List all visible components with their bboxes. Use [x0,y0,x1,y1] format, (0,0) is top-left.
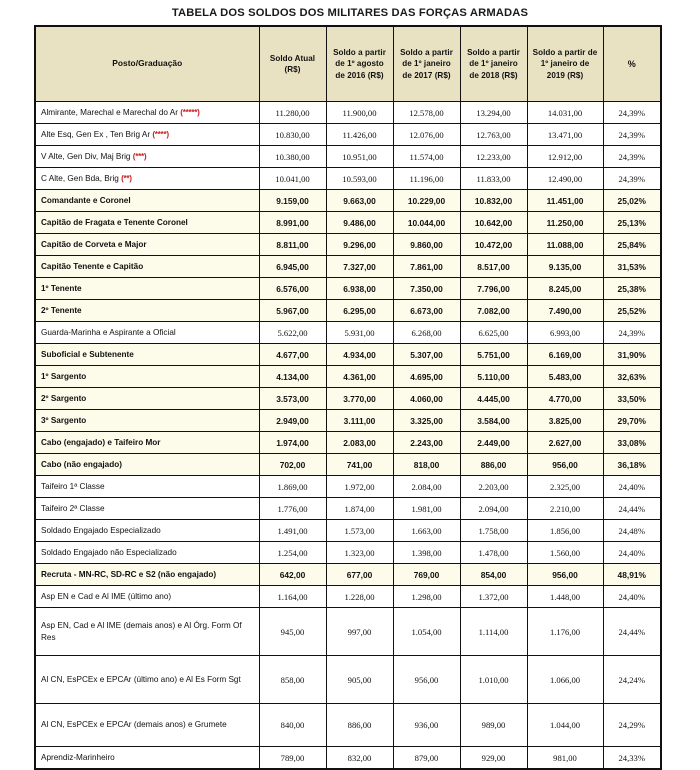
cell-soldo-2019: 6.993,00 [527,322,603,344]
cell-percent: 24,39% [603,322,661,344]
cell-soldo-2017: 9.860,00 [393,234,460,256]
cell-soldo-2019: 9.135,00 [527,256,603,278]
cell-soldo-2019: 12.490,00 [527,168,603,190]
cell-posto-graduacao: Suboficial e Subtenente [35,344,259,366]
column-header-2018-line2: de 1º janeiro [469,59,518,69]
table-body [35,102,661,770]
cell-soldo-2019: 1.856,00 [527,520,603,542]
cell-percent: 31,53% [603,256,661,278]
cell-soldo-2019: 11.451,00 [527,190,603,212]
cell-soldo-2018: 8.517,00 [460,256,527,278]
cell-soldo-atual: 5.622,00 [259,322,326,344]
cell-percent: 24,39% [603,102,661,124]
table-row [35,498,661,520]
cell-soldo-atual: 9.159,00 [259,190,326,212]
cell-soldo-2016: 1.874,00 [326,498,393,520]
cell-soldo-atual: 945,00 [259,608,326,656]
table-row [35,410,661,432]
column-header-2018-line1: Soldo a partir [467,47,520,57]
cell-soldo-2017: 1.298,00 [393,586,460,608]
cell-percent: 33,08% [603,432,661,454]
cell-soldo-2016: 10.951,00 [326,146,393,168]
cell-posto-graduacao: Capitão Tenente e Capitão [35,256,259,278]
cell-soldo-2016: 832,00 [326,747,393,770]
cell-soldo-2016: 3.770,00 [326,388,393,410]
cell-soldo-2016: 1.573,00 [326,520,393,542]
cell-soldo-2019: 8.245,00 [527,278,603,300]
cell-soldo-2017: 818,00 [393,454,460,476]
column-header-percent-label: % [627,58,636,69]
cell-soldo-2017: 7.861,00 [393,256,460,278]
cell-soldo-2017: 5.307,00 [393,344,460,366]
cell-posto-graduacao: Capitão de Fragata e Tenente Coronel [35,212,259,234]
cell-soldo-2018: 6.625,00 [460,322,527,344]
cell-percent: 48,91% [603,564,661,586]
cell-soldo-2018: 12.233,00 [460,146,527,168]
table-row [35,432,661,454]
table-row [35,586,661,608]
cell-soldo-2016: 886,00 [326,704,393,747]
cell-soldo-atual: 5.967,00 [259,300,326,322]
table-row [35,366,661,388]
cell-soldo-2019: 11.250,00 [527,212,603,234]
cell-soldo-atual: 1.254,00 [259,542,326,564]
column-header-2018-line3: de 2018 (R$) [469,70,518,80]
cell-soldo-2016: 905,00 [326,656,393,704]
cell-percent: 25,13% [603,212,661,234]
cell-soldo-2016: 9.296,00 [326,234,393,256]
cell-posto-graduacao: 3º Sargento [35,410,259,432]
column-header-2019-line1: Soldo a partir de [532,47,598,57]
rank-asterisk-marker: (**) [121,173,132,183]
cell-percent: 36,18% [603,454,661,476]
cell-soldo-2018: 10.472,00 [460,234,527,256]
table-row [35,124,661,146]
cell-soldo-2017: 769,00 [393,564,460,586]
page-title: TABELA DOS SOLDOS DOS MILITARES DAS FORÇAS ARMADAS [171,7,529,19]
cell-soldo-2018: 1.372,00 [460,586,527,608]
cell-soldo-2017: 12.578,00 [393,102,460,124]
cell-soldo-atual: 11.280,00 [259,102,326,124]
table-row [35,454,661,476]
cell-soldo-2017: 10.044,00 [393,212,460,234]
cell-soldo-atual: 8.811,00 [259,234,326,256]
table-row [35,608,661,656]
cell-posto-graduacao: C Alte, Gen Bda, Brig (**) [35,168,259,190]
cell-soldo-2016: 11.900,00 [326,102,393,124]
cell-posto-graduacao: Recruta - MN-RC, SD-RC e S2 (não engajado) [35,564,259,586]
cell-percent: 24,39% [603,146,661,168]
cell-soldo-2018: 5.751,00 [460,344,527,366]
column-header-2017-line2: de 1º janeiro [402,59,451,69]
cell-soldo-2017: 12.076,00 [393,124,460,146]
cell-soldo-2018: 11.833,00 [460,168,527,190]
table-row [35,146,661,168]
cell-soldo-2018: 1.478,00 [460,542,527,564]
cell-soldo-2019: 2.325,00 [527,476,603,498]
cell-soldo-2019: 6.169,00 [527,344,603,366]
cell-soldo-2016: 5.931,00 [326,322,393,344]
cell-soldo-2018: 1.114,00 [460,608,527,656]
table-row [35,542,661,564]
column-header-2019 [527,26,603,102]
cell-soldo-2016: 997,00 [326,608,393,656]
cell-posto-graduacao: Aprendiz-Marinheiro [35,747,259,770]
cell-percent: 31,90% [603,344,661,366]
cell-soldo-2019: 11.088,00 [527,234,603,256]
cell-soldo-2018: 4.445,00 [460,388,527,410]
column-header-soldo-atual [259,26,326,102]
cell-soldo-atual: 6.945,00 [259,256,326,278]
cell-soldo-2018: 13.294,00 [460,102,527,124]
cell-posto-graduacao: 1º Sargento [35,366,259,388]
cell-percent: 24,44% [603,608,661,656]
cell-soldo-2017: 11.574,00 [393,146,460,168]
cell-soldo-2018: 5.110,00 [460,366,527,388]
cell-soldo-2018: 989,00 [460,704,527,747]
cell-posto-graduacao: Al CN, EsPCEx e EPCAr (último ano) e Al Es Form Sgt [35,656,259,704]
table-row [35,564,661,586]
cell-soldo-2017: 10.229,00 [393,190,460,212]
cell-soldo-atual: 702,00 [259,454,326,476]
cell-soldo-atual: 4.677,00 [259,344,326,366]
cell-percent: 24,39% [603,168,661,190]
cell-percent: 24,24% [603,656,661,704]
cell-soldo-2018: 929,00 [460,747,527,770]
cell-posto-graduacao: Taifeiro 1ª Classe [35,476,259,498]
column-header-2017-line1: Soldo a partir [400,47,453,57]
column-header-soldo-atual-line1: Soldo Atual [269,53,316,63]
cell-soldo-atual: 4.134,00 [259,366,326,388]
table-row [35,168,661,190]
cell-soldo-2016: 9.663,00 [326,190,393,212]
cell-percent: 24,40% [603,542,661,564]
cell-posto-graduacao: Capitão de Corveta e Major [35,234,259,256]
cell-posto-graduacao: 2º Tenente [35,300,259,322]
cell-soldo-2019: 13.471,00 [527,124,603,146]
table-row [35,704,661,747]
cell-soldo-atual: 1.974,00 [259,432,326,454]
cell-percent: 25,02% [603,190,661,212]
cell-soldo-2016: 10.593,00 [326,168,393,190]
column-header-2019-line2: 1º janeiro de [540,59,590,69]
table-row [35,344,661,366]
cell-soldo-2016: 2.083,00 [326,432,393,454]
soldos-table [34,25,662,770]
cell-percent: 25,84% [603,234,661,256]
cell-soldo-2018: 1.758,00 [460,520,527,542]
cell-soldo-2019: 956,00 [527,454,603,476]
cell-soldo-2018: 854,00 [460,564,527,586]
cell-percent: 24,44% [603,498,661,520]
cell-posto-graduacao: V Alte, Gen Div, Maj Brig (***) [35,146,259,168]
cell-percent: 24,33% [603,747,661,770]
cell-soldo-2017: 2.084,00 [393,476,460,498]
table-row [35,190,661,212]
column-header-2018 [460,26,527,102]
table-row [35,656,661,704]
table-row [35,212,661,234]
column-header-2017 [393,26,460,102]
column-header-2017-line3: de 2017 (R$) [402,70,451,80]
cell-percent: 32,63% [603,366,661,388]
column-header-percent [603,26,661,102]
cell-percent: 24,40% [603,586,661,608]
table-header-row [35,26,661,102]
cell-soldo-2017: 1.398,00 [393,542,460,564]
cell-soldo-2016: 4.934,00 [326,344,393,366]
cell-percent: 33,50% [603,388,661,410]
cell-soldo-atual: 1.869,00 [259,476,326,498]
table-row [35,520,661,542]
cell-soldo-atual: 1.776,00 [259,498,326,520]
column-header-2016-line1: Soldo a partir [333,47,386,57]
cell-posto-graduacao: Guarda-Marinha e Aspirante a Oficial [35,322,259,344]
cell-soldo-2017: 2.243,00 [393,432,460,454]
cell-soldo-2016: 1.323,00 [326,542,393,564]
cell-posto-graduacao: Cabo (não engajado) [35,454,259,476]
table-row [35,102,661,124]
cell-soldo-2016: 9.486,00 [326,212,393,234]
cell-soldo-2018: 886,00 [460,454,527,476]
column-header-posto [35,26,259,102]
cell-soldo-2017: 879,00 [393,747,460,770]
cell-soldo-2018: 10.832,00 [460,190,527,212]
table-row [35,322,661,344]
cell-soldo-2019: 7.490,00 [527,300,603,322]
cell-soldo-2019: 1.044,00 [527,704,603,747]
column-header-2019-line3: 2019 (R$) [546,70,584,80]
column-header-2016-line2: de 1º agosto [335,59,384,69]
cell-percent: 29,70% [603,410,661,432]
column-header-soldo-atual-line2: (R$) [284,65,301,74]
cell-soldo-2019: 2.210,00 [527,498,603,520]
cell-percent: 24,48% [603,520,661,542]
cell-percent: 25,38% [603,278,661,300]
cell-posto-graduacao: Al CN, EsPCEx e EPCAr (demais anos) e Grumete [35,704,259,747]
cell-percent: 24,39% [603,124,661,146]
cell-soldo-2017: 6.673,00 [393,300,460,322]
cell-soldo-atual: 3.573,00 [259,388,326,410]
cell-soldo-2017: 4.060,00 [393,388,460,410]
cell-soldo-2019: 14.031,00 [527,102,603,124]
cell-soldo-2018: 10.642,00 [460,212,527,234]
cell-soldo-2017: 1.054,00 [393,608,460,656]
cell-soldo-2016: 1.228,00 [326,586,393,608]
cell-percent: 25,52% [603,300,661,322]
table-row [35,300,661,322]
cell-soldo-2019: 2.627,00 [527,432,603,454]
cell-soldo-atual: 10.380,00 [259,146,326,168]
cell-soldo-2018: 12.763,00 [460,124,527,146]
cell-soldo-2017: 956,00 [393,656,460,704]
cell-posto-graduacao: Asp EN, Cad e Al IME (demais anos) e Al Órg. Form Of Res [35,608,259,656]
cell-posto-graduacao: Almirante, Marechal e Marechal do Ar (*****) [35,102,259,124]
cell-percent: 24,40% [603,476,661,498]
table-row [35,256,661,278]
cell-soldo-2017: 4.695,00 [393,366,460,388]
cell-soldo-atual: 2.949,00 [259,410,326,432]
cell-posto-graduacao: Comandante e Coronel [35,190,259,212]
cell-posto-graduacao: Alte Esq, Gen Ex , Ten Brig Ar (****) [35,124,259,146]
cell-posto-graduacao: Cabo (engajado) e Taifeiro Mor [35,432,259,454]
cell-soldo-2018: 2.203,00 [460,476,527,498]
cell-soldo-2019: 12.912,00 [527,146,603,168]
cell-soldo-atual: 642,00 [259,564,326,586]
cell-posto-graduacao: 1º Tenente [35,278,259,300]
cell-soldo-2017: 11.196,00 [393,168,460,190]
cell-soldo-atual: 840,00 [259,704,326,747]
cell-soldo-atual: 1.164,00 [259,586,326,608]
cell-soldo-2018: 7.082,00 [460,300,527,322]
cell-percent: 24,29% [603,704,661,747]
cell-soldo-2017: 3.325,00 [393,410,460,432]
cell-soldo-2017: 936,00 [393,704,460,747]
cell-soldo-atual: 8.991,00 [259,212,326,234]
cell-soldo-atual: 10.041,00 [259,168,326,190]
rank-asterisk-marker: (****) [152,129,169,139]
cell-soldo-2016: 4.361,00 [326,366,393,388]
cell-soldo-2019: 956,00 [527,564,603,586]
table-row [35,278,661,300]
cell-soldo-2019: 1.176,00 [527,608,603,656]
cell-posto-graduacao: Asp EN e Cad e Al IME (último ano) [35,586,259,608]
rank-asterisk-marker: (***) [132,151,147,161]
cell-soldo-2018: 1.010,00 [460,656,527,704]
column-header-2016-line3: de 2016 (R$) [335,70,384,80]
table-row [35,388,661,410]
table-row [35,234,661,256]
cell-soldo-2016: 7.327,00 [326,256,393,278]
table-container [0,25,700,770]
cell-soldo-2017: 1.663,00 [393,520,460,542]
cell-soldo-atual: 10.830,00 [259,124,326,146]
cell-soldo-2019: 5.483,00 [527,366,603,388]
column-header-2016 [326,26,393,102]
cell-posto-graduacao: Soldado Engajado não Especializado [35,542,259,564]
cell-soldo-2019: 3.825,00 [527,410,603,432]
cell-soldo-2016: 1.972,00 [326,476,393,498]
table-header [35,26,661,102]
cell-soldo-2018: 2.094,00 [460,498,527,520]
cell-soldo-2017: 6.268,00 [393,322,460,344]
cell-soldo-2018: 2.449,00 [460,432,527,454]
cell-soldo-atual: 789,00 [259,747,326,770]
cell-soldo-2019: 1.448,00 [527,586,603,608]
cell-soldo-2019: 4.770,00 [527,388,603,410]
cell-soldo-atual: 858,00 [259,656,326,704]
cell-soldo-atual: 1.491,00 [259,520,326,542]
cell-posto-graduacao: 2º Sargento [35,388,259,410]
cell-posto-graduacao: Taifeiro 2ª Classe [35,498,259,520]
cell-soldo-2016: 11.426,00 [326,124,393,146]
cell-soldo-2016: 3.111,00 [326,410,393,432]
cell-soldo-2019: 981,00 [527,747,603,770]
cell-soldo-atual: 6.576,00 [259,278,326,300]
cell-soldo-2019: 1.066,00 [527,656,603,704]
table-row [35,476,661,498]
cell-soldo-2016: 6.295,00 [326,300,393,322]
cell-soldo-2016: 6.938,00 [326,278,393,300]
table-row [35,747,661,770]
cell-soldo-2018: 3.584,00 [460,410,527,432]
cell-soldo-2019: 1.560,00 [527,542,603,564]
cell-soldo-2017: 1.981,00 [393,498,460,520]
cell-soldo-2017: 7.350,00 [393,278,460,300]
cell-soldo-2016: 741,00 [326,454,393,476]
column-header-posto-label: Posto/Graduação [112,58,183,69]
cell-soldo-2018: 7.796,00 [460,278,527,300]
cell-soldo-2016: 677,00 [326,564,393,586]
rank-asterisk-marker: (*****) [180,107,200,117]
cell-posto-graduacao: Soldado Engajado Especializado [35,520,259,542]
